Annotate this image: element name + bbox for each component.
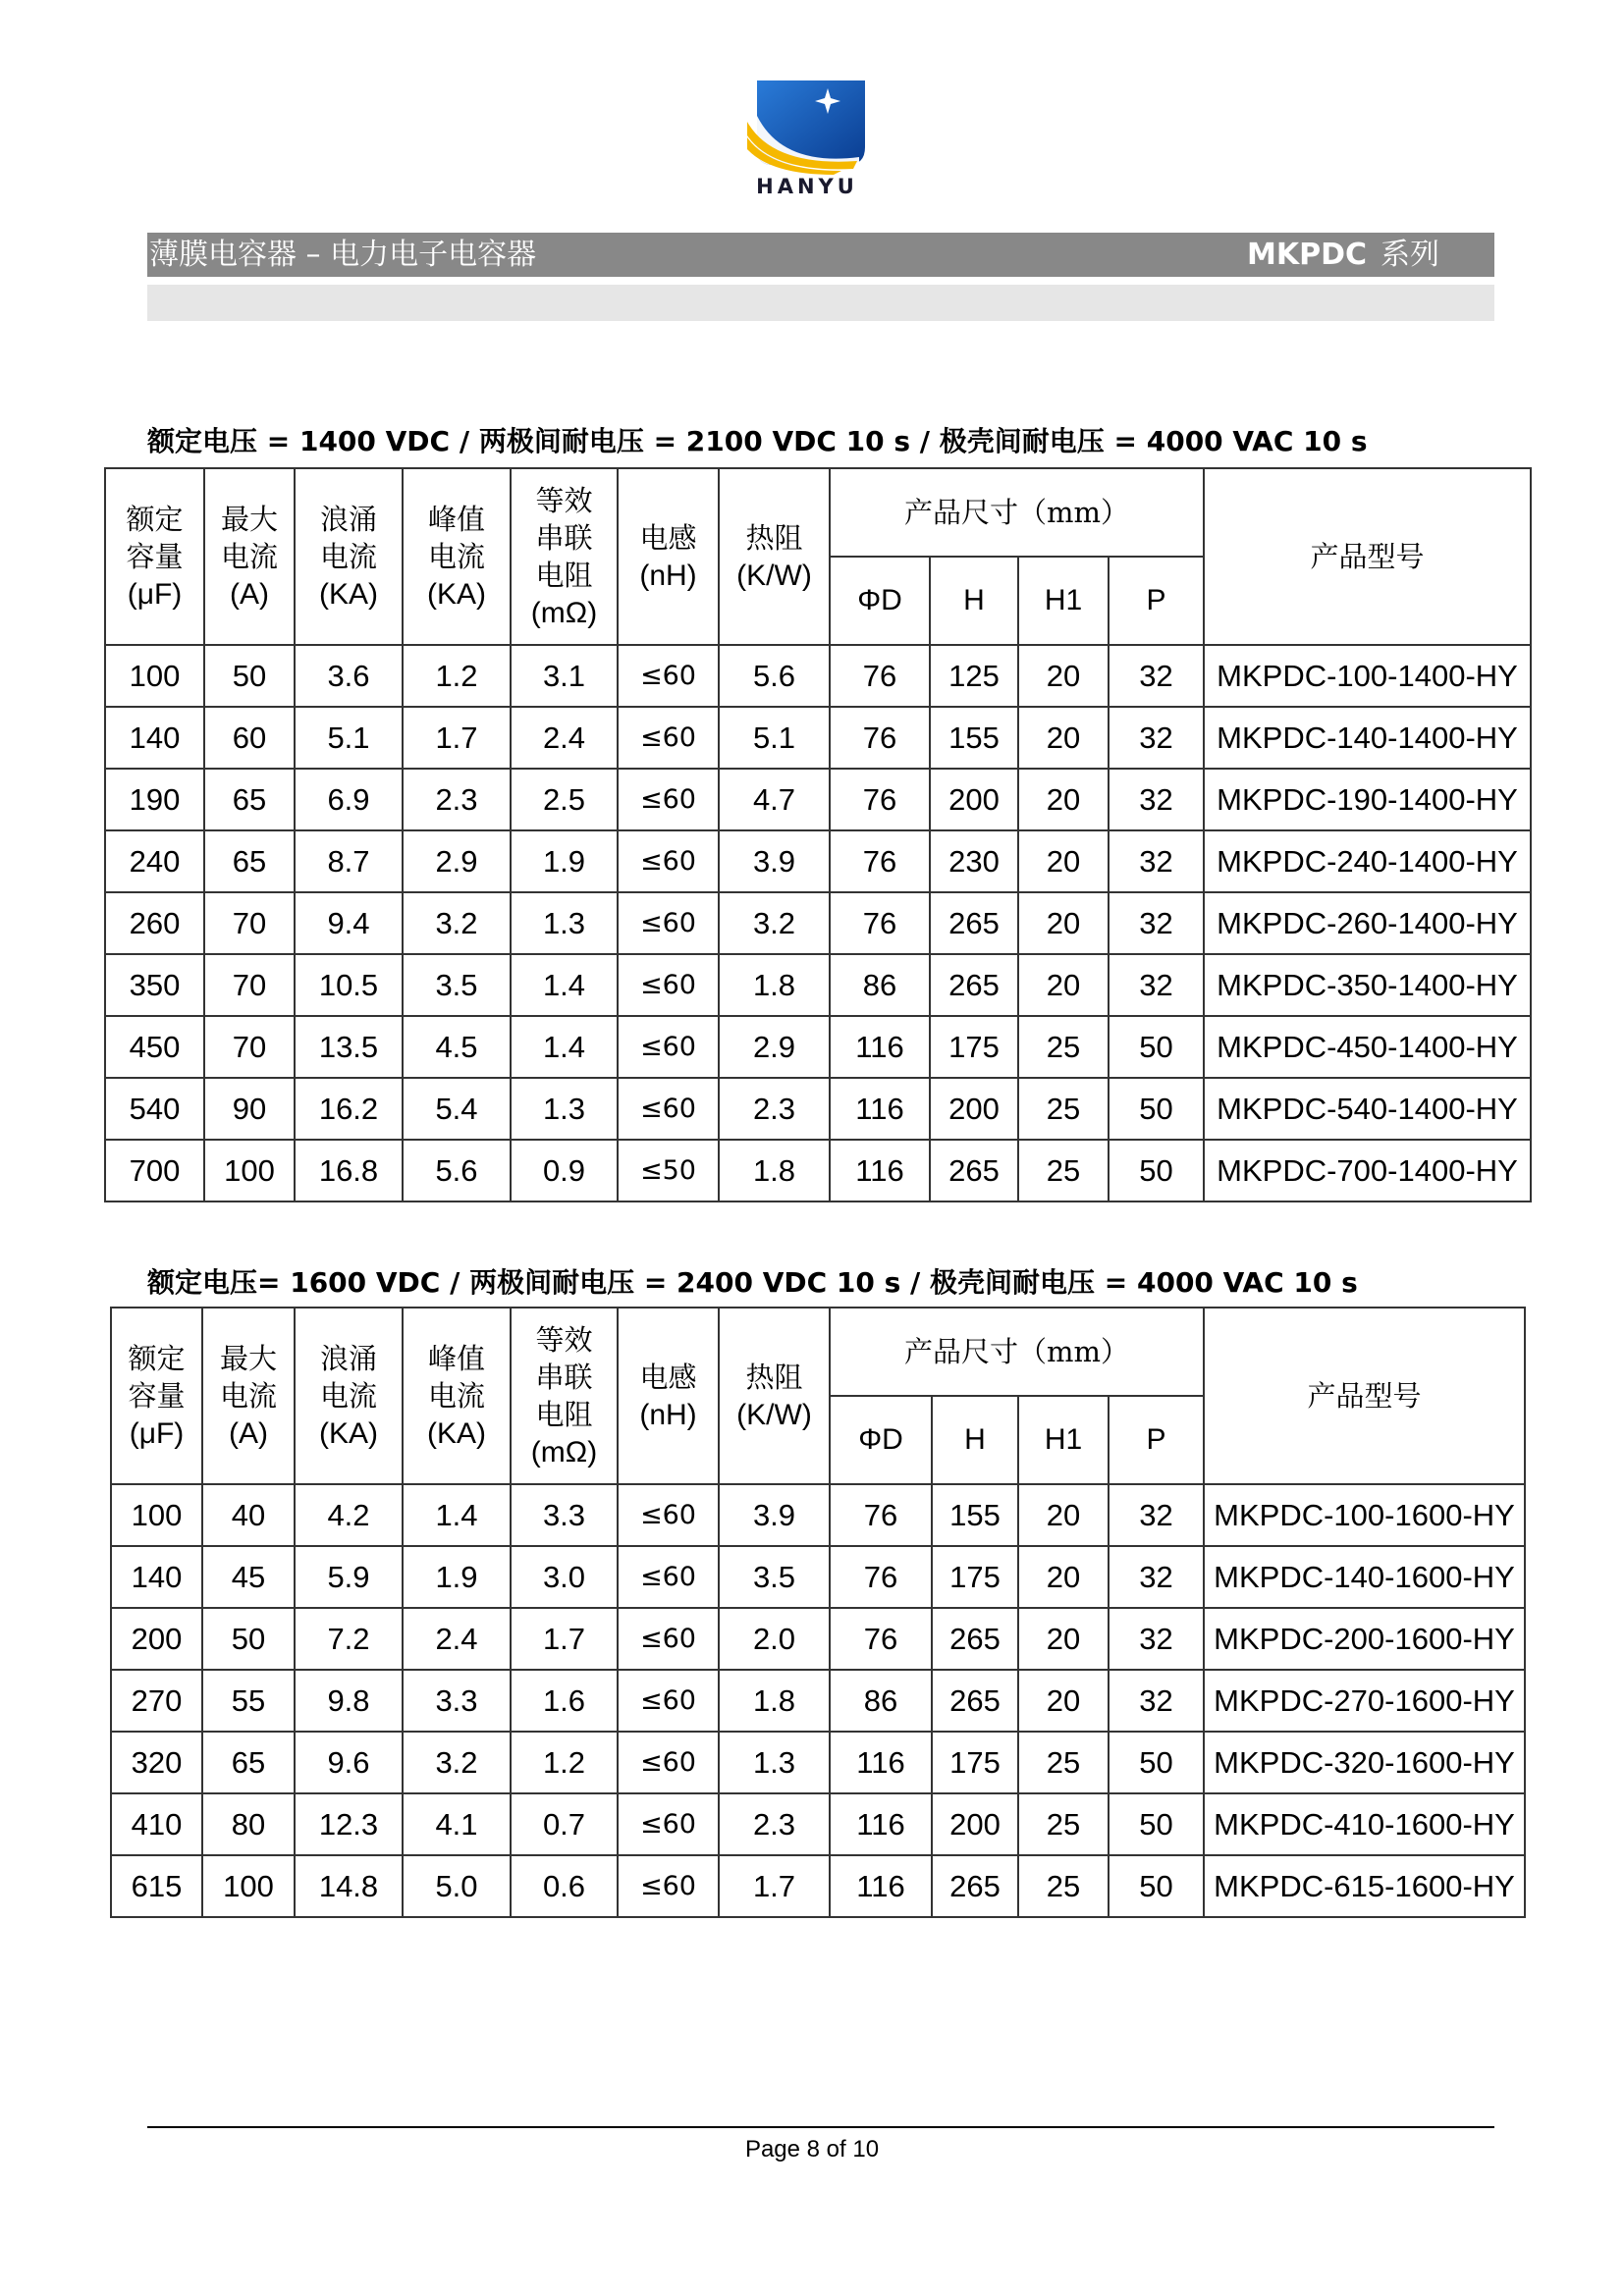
cell-dim-d: 116 <box>830 1855 932 1917</box>
col-dim-h1: H1 <box>1018 557 1109 645</box>
cell-dim-h1: 20 <box>1018 1670 1109 1732</box>
cell-esr: 1.9 <box>511 830 618 892</box>
cell-max-current: 65 <box>204 769 295 830</box>
col-thermal-resistance: 热阻 (K/W) <box>719 468 830 645</box>
cell-dim-p: 32 <box>1109 1608 1204 1670</box>
cell-max-current: 40 <box>202 1484 295 1546</box>
cell-model: MKPDC-190-1400-HY <box>1204 769 1531 830</box>
cell-capacitance: 700 <box>105 1140 204 1201</box>
cell-surge-current: 5.1 <box>295 707 403 769</box>
cell-peak-current: 3.2 <box>403 1732 511 1793</box>
table-row <box>105 830 1531 892</box>
cell-peak-current: 3.2 <box>403 892 511 954</box>
cell-max-current: 90 <box>204 1078 295 1140</box>
cell-model: MKPDC-540-1400-HY <box>1204 1078 1531 1140</box>
cell-capacitance: 270 <box>111 1670 202 1732</box>
table-row <box>111 1732 1525 1793</box>
cell-peak-current: 3.5 <box>403 954 511 1016</box>
col-surge-current: 浪涌 电流 (KA) <box>295 468 403 645</box>
cell-model: MKPDC-100-1400-HY <box>1204 645 1531 707</box>
cell-dim-d: 76 <box>830 1484 932 1546</box>
cell-surge-current: 9.4 <box>295 892 403 954</box>
cell-esr: 0.6 <box>511 1855 618 1917</box>
cell-dim-h: 265 <box>930 1140 1018 1201</box>
cell-surge-current: 16.8 <box>295 1140 403 1201</box>
cell-inductance: ≤60 <box>618 1016 719 1078</box>
table-body-1400 <box>105 645 1531 1201</box>
table-row <box>111 1670 1525 1732</box>
cell-dim-h1: 20 <box>1018 707 1109 769</box>
cell-dim-d: 76 <box>830 830 930 892</box>
cell-esr: 1.2 <box>511 1732 618 1793</box>
cell-capacitance: 190 <box>105 769 204 830</box>
col-dimensions: 产品尺寸（mm） <box>830 1308 1204 1396</box>
table-row <box>105 954 1531 1016</box>
cell-dim-h1: 25 <box>1018 1855 1109 1917</box>
cell-thermal-resistance: 1.8 <box>719 1670 830 1732</box>
cell-capacitance: 200 <box>111 1608 202 1670</box>
cell-capacitance: 100 <box>111 1484 202 1546</box>
cell-model: MKPDC-270-1600-HY <box>1204 1670 1525 1732</box>
cell-model: MKPDC-140-1400-HY <box>1204 707 1531 769</box>
cell-dim-p: 32 <box>1109 645 1204 707</box>
cell-peak-current: 2.4 <box>403 1608 511 1670</box>
table-row <box>105 892 1531 954</box>
cell-dim-h1: 25 <box>1018 1140 1109 1201</box>
cell-dim-h: 265 <box>932 1670 1018 1732</box>
cell-inductance: ≤60 <box>618 954 719 1016</box>
cell-inductance: ≤60 <box>618 1484 719 1546</box>
cell-inductance: ≤60 <box>618 645 719 707</box>
cell-max-current: 70 <box>204 1016 295 1078</box>
spec-table-1400 <box>104 467 1532 1202</box>
cell-model: MKPDC-320-1600-HY <box>1204 1732 1525 1793</box>
col-max-current: 最大 电流 (A) <box>204 468 295 645</box>
cell-surge-current: 14.8 <box>295 1855 403 1917</box>
cell-peak-current: 5.4 <box>403 1078 511 1140</box>
cell-max-current: 80 <box>202 1793 295 1855</box>
cell-capacitance: 240 <box>105 830 204 892</box>
cell-esr: 3.0 <box>511 1546 618 1608</box>
cell-model: MKPDC-100-1600-HY <box>1204 1484 1525 1546</box>
col-dim-p: P <box>1109 1396 1204 1484</box>
cell-inductance: ≤60 <box>618 1608 719 1670</box>
cell-dim-d: 76 <box>830 892 930 954</box>
cell-thermal-resistance: 1.8 <box>719 954 830 1016</box>
table-row <box>111 1546 1525 1608</box>
cell-inductance: ≤60 <box>618 892 719 954</box>
cell-dim-h: 175 <box>930 1016 1018 1078</box>
cell-peak-current: 4.1 <box>403 1793 511 1855</box>
hanyu-logo-icon <box>743 77 871 175</box>
company-logo <box>743 77 871 204</box>
cell-peak-current: 2.9 <box>403 830 511 892</box>
cell-dim-p: 50 <box>1109 1793 1204 1855</box>
col-max-current: 最大 电流 (A) <box>202 1308 295 1484</box>
series-word: 系列 <box>1380 238 1439 272</box>
cell-model: MKPDC-700-1400-HY <box>1204 1140 1531 1201</box>
cell-model: MKPDC-200-1600-HY <box>1204 1608 1525 1670</box>
cell-thermal-resistance: 3.9 <box>719 1484 830 1546</box>
cell-capacitance: 450 <box>105 1016 204 1078</box>
col-model: 产品型号 <box>1204 1308 1525 1484</box>
cell-inductance: ≤60 <box>618 830 719 892</box>
table-row <box>111 1608 1525 1670</box>
header-subbar <box>147 285 1494 321</box>
cell-dim-p: 32 <box>1109 954 1204 1016</box>
cell-dim-h1: 20 <box>1018 1546 1109 1608</box>
col-dim-h1: H1 <box>1018 1396 1109 1484</box>
table-row <box>105 1140 1531 1201</box>
cell-inductance: ≤60 <box>618 1670 719 1732</box>
col-peak-current: 峰值 电流 (KA) <box>403 1308 511 1484</box>
table-row <box>111 1855 1525 1917</box>
cell-thermal-resistance: 2.3 <box>719 1793 830 1855</box>
cell-capacitance: 615 <box>111 1855 202 1917</box>
cell-esr: 1.7 <box>511 1608 618 1670</box>
cell-dim-h1: 20 <box>1018 769 1109 830</box>
cell-max-current: 45 <box>202 1546 295 1608</box>
cell-model: MKPDC-240-1400-HY <box>1204 830 1531 892</box>
cell-surge-current: 10.5 <box>295 954 403 1016</box>
cell-capacitance: 410 <box>111 1793 202 1855</box>
col-dimensions: 产品尺寸（mm） <box>830 468 1204 557</box>
col-dim-h: H <box>932 1396 1018 1484</box>
col-inductance: 电感 (nH) <box>618 1308 719 1484</box>
cell-max-current: 50 <box>204 645 295 707</box>
cell-surge-current: 16.2 <box>295 1078 403 1140</box>
cell-dim-h1: 20 <box>1018 892 1109 954</box>
col-model: 产品型号 <box>1204 468 1531 645</box>
footer-rule <box>147 2126 1494 2128</box>
cell-capacitance: 540 <box>105 1078 204 1140</box>
cell-model: MKPDC-410-1600-HY <box>1204 1793 1525 1855</box>
cell-esr: 0.7 <box>511 1793 618 1855</box>
cell-peak-current: 1.4 <box>403 1484 511 1546</box>
cell-dim-p: 32 <box>1109 707 1204 769</box>
cell-thermal-resistance: 2.3 <box>719 1078 830 1140</box>
cell-esr: 3.3 <box>511 1484 618 1546</box>
cell-dim-d: 76 <box>830 707 930 769</box>
table-body-1600 <box>111 1484 1525 1917</box>
cell-dim-h: 230 <box>930 830 1018 892</box>
cell-thermal-resistance: 2.0 <box>719 1608 830 1670</box>
cell-peak-current: 5.0 <box>403 1855 511 1917</box>
cell-inductance: ≤60 <box>618 1855 719 1917</box>
cell-model: MKPDC-615-1600-HY <box>1204 1855 1525 1917</box>
cell-dim-d: 76 <box>830 645 930 707</box>
cell-thermal-resistance: 5.6 <box>719 645 830 707</box>
col-surge-current: 浪涌 电流 (KA) <box>295 1308 403 1484</box>
cell-esr: 1.4 <box>511 1016 618 1078</box>
cell-dim-h: 125 <box>930 645 1018 707</box>
cell-thermal-resistance: 4.7 <box>719 769 830 830</box>
cell-inductance: ≤50 <box>618 1140 719 1201</box>
cell-dim-d: 76 <box>830 769 930 830</box>
cell-dim-h1: 20 <box>1018 830 1109 892</box>
table-row <box>105 707 1531 769</box>
col-peak-current: 峰值 电流 (KA) <box>403 468 511 645</box>
cell-dim-h1: 25 <box>1018 1732 1109 1793</box>
cell-dim-p: 32 <box>1109 830 1204 892</box>
cell-dim-d: 76 <box>830 1546 932 1608</box>
logo-text: HANYU <box>756 175 858 198</box>
cell-dim-d: 116 <box>830 1140 930 1201</box>
spec-table-1600 <box>110 1307 1526 1918</box>
cell-peak-current: 2.3 <box>403 769 511 830</box>
spec-line-1400: 额定电压 = 1400 VDC / 两极间耐电压 = 2100 VDC 10 s / 极壳间耐电压 = 4000 VAC 10 s <box>147 425 1368 457</box>
table-row <box>111 1484 1525 1546</box>
cell-inductance: ≤60 <box>618 769 719 830</box>
cell-thermal-resistance: 2.9 <box>719 1016 830 1078</box>
cell-dim-d: 116 <box>830 1078 930 1140</box>
cell-thermal-resistance: 1.8 <box>719 1140 830 1201</box>
col-inductance: 电感 (nH) <box>618 468 719 645</box>
cell-peak-current: 1.9 <box>403 1546 511 1608</box>
cell-dim-h: 200 <box>930 1078 1018 1140</box>
cell-inductance: ≤60 <box>618 1546 719 1608</box>
cell-dim-d: 86 <box>830 954 930 1016</box>
cell-peak-current: 3.3 <box>403 1670 511 1732</box>
col-dim-d: ΦD <box>830 1396 932 1484</box>
cell-dim-h: 200 <box>930 769 1018 830</box>
cell-dim-h1: 20 <box>1018 1608 1109 1670</box>
table-row <box>105 1016 1531 1078</box>
cell-max-current: 60 <box>204 707 295 769</box>
cell-dim-p: 32 <box>1109 892 1204 954</box>
cell-peak-current: 1.7 <box>403 707 511 769</box>
cell-dim-h1: 20 <box>1018 954 1109 1016</box>
cell-max-current: 55 <box>202 1670 295 1732</box>
cell-model: MKPDC-450-1400-HY <box>1204 1016 1531 1078</box>
table-row <box>111 1793 1525 1855</box>
cell-surge-current: 7.2 <box>295 1608 403 1670</box>
cell-esr: 1.3 <box>511 1078 618 1140</box>
table-row <box>105 645 1531 707</box>
cell-esr: 1.3 <box>511 892 618 954</box>
cell-esr: 1.6 <box>511 1670 618 1732</box>
cell-max-current: 70 <box>204 892 295 954</box>
cell-surge-current: 5.9 <box>295 1546 403 1608</box>
cell-capacitance: 320 <box>111 1732 202 1793</box>
cell-max-current: 70 <box>204 954 295 1016</box>
cell-esr: 2.5 <box>511 769 618 830</box>
cell-dim-h: 175 <box>932 1732 1018 1793</box>
series-code: MKPDC <box>1246 238 1367 272</box>
spec-line-1600: 额定电压= 1600 VDC / 两极间耐电压 = 2400 VDC 10 s / 极壳间耐电压 = 4000 VAC 10 s <box>147 1266 1358 1299</box>
cell-surge-current: 9.8 <box>295 1670 403 1732</box>
cell-max-current: 65 <box>202 1732 295 1793</box>
cell-thermal-resistance: 5.1 <box>719 707 830 769</box>
header-title: 薄膜电容器 – 电力电子电容器 <box>149 238 537 272</box>
cell-dim-h: 265 <box>930 892 1018 954</box>
col-dim-p: P <box>1109 557 1204 645</box>
cell-capacitance: 260 <box>105 892 204 954</box>
cell-dim-p: 32 <box>1109 1546 1204 1608</box>
cell-dim-d: 116 <box>830 1016 930 1078</box>
col-capacitance: 额定 容量 (μF) <box>105 468 204 645</box>
cell-dim-d: 116 <box>830 1793 932 1855</box>
cell-dim-h: 155 <box>930 707 1018 769</box>
cell-esr: 2.4 <box>511 707 618 769</box>
cell-surge-current: 13.5 <box>295 1016 403 1078</box>
cell-dim-h1: 25 <box>1018 1793 1109 1855</box>
table-row <box>105 769 1531 830</box>
col-dim-h: H <box>930 557 1018 645</box>
cell-surge-current: 6.9 <box>295 769 403 830</box>
cell-dim-p: 32 <box>1109 769 1204 830</box>
page-number: Page 8 of 10 <box>744 2136 880 2163</box>
cell-inductance: ≤60 <box>618 1732 719 1793</box>
cell-esr: 0.9 <box>511 1140 618 1201</box>
cell-dim-h: 175 <box>932 1546 1018 1608</box>
cell-dim-h: 155 <box>932 1484 1018 1546</box>
cell-surge-current: 4.2 <box>295 1484 403 1546</box>
cell-esr: 1.4 <box>511 954 618 1016</box>
cell-dim-h1: 20 <box>1018 1484 1109 1546</box>
cell-model: MKPDC-350-1400-HY <box>1204 954 1531 1016</box>
cell-max-current: 100 <box>202 1855 295 1917</box>
cell-dim-h: 265 <box>930 954 1018 1016</box>
cell-capacitance: 350 <box>105 954 204 1016</box>
cell-surge-current: 8.7 <box>295 830 403 892</box>
header-bar <box>147 233 1494 277</box>
cell-inductance: ≤60 <box>618 1793 719 1855</box>
cell-dim-d: 116 <box>830 1732 932 1793</box>
col-dim-d: ΦD <box>830 557 930 645</box>
cell-dim-d: 86 <box>830 1670 932 1732</box>
cell-surge-current: 9.6 <box>295 1732 403 1793</box>
cell-dim-h1: 25 <box>1018 1078 1109 1140</box>
cell-dim-p: 50 <box>1109 1732 1204 1793</box>
cell-inductance: ≤60 <box>618 1078 719 1140</box>
cell-thermal-resistance: 1.7 <box>719 1855 830 1917</box>
cell-dim-p: 50 <box>1109 1016 1204 1078</box>
cell-max-current: 50 <box>202 1608 295 1670</box>
cell-dim-d: 76 <box>830 1608 932 1670</box>
col-thermal-resistance: 热阻 (K/W) <box>719 1308 830 1484</box>
cell-dim-h: 265 <box>932 1855 1018 1917</box>
table-row <box>105 1078 1531 1140</box>
cell-surge-current: 3.6 <box>295 645 403 707</box>
col-esr: 等效 串联 电阻 (mΩ) <box>511 1308 618 1484</box>
cell-peak-current: 5.6 <box>403 1140 511 1201</box>
cell-capacitance: 100 <box>105 645 204 707</box>
col-esr: 等效 串联 电阻 (mΩ) <box>511 468 618 645</box>
cell-thermal-resistance: 3.5 <box>719 1546 830 1608</box>
cell-surge-current: 12.3 <box>295 1793 403 1855</box>
cell-peak-current: 4.5 <box>403 1016 511 1078</box>
cell-capacitance: 140 <box>111 1546 202 1608</box>
cell-dim-p: 32 <box>1109 1484 1204 1546</box>
cell-dim-p: 50 <box>1109 1855 1204 1917</box>
cell-dim-h1: 20 <box>1018 645 1109 707</box>
cell-thermal-resistance: 3.2 <box>719 892 830 954</box>
cell-model: MKPDC-140-1600-HY <box>1204 1546 1525 1608</box>
cell-dim-h: 265 <box>932 1608 1018 1670</box>
cell-capacitance: 140 <box>105 707 204 769</box>
cell-esr: 3.1 <box>511 645 618 707</box>
header-series <box>1247 233 1439 277</box>
col-capacitance: 额定 容量 (μF) <box>111 1308 202 1484</box>
cell-dim-h1: 25 <box>1018 1016 1109 1078</box>
cell-max-current: 100 <box>204 1140 295 1201</box>
cell-dim-h: 200 <box>932 1793 1018 1855</box>
cell-dim-p: 50 <box>1109 1078 1204 1140</box>
cell-model: MKPDC-260-1400-HY <box>1204 892 1531 954</box>
cell-inductance: ≤60 <box>618 707 719 769</box>
cell-peak-current: 1.2 <box>403 645 511 707</box>
cell-thermal-resistance: 3.9 <box>719 830 830 892</box>
cell-thermal-resistance: 1.3 <box>719 1732 830 1793</box>
cell-max-current: 65 <box>204 830 295 892</box>
cell-dim-p: 50 <box>1109 1140 1204 1201</box>
cell-dim-p: 32 <box>1109 1670 1204 1732</box>
